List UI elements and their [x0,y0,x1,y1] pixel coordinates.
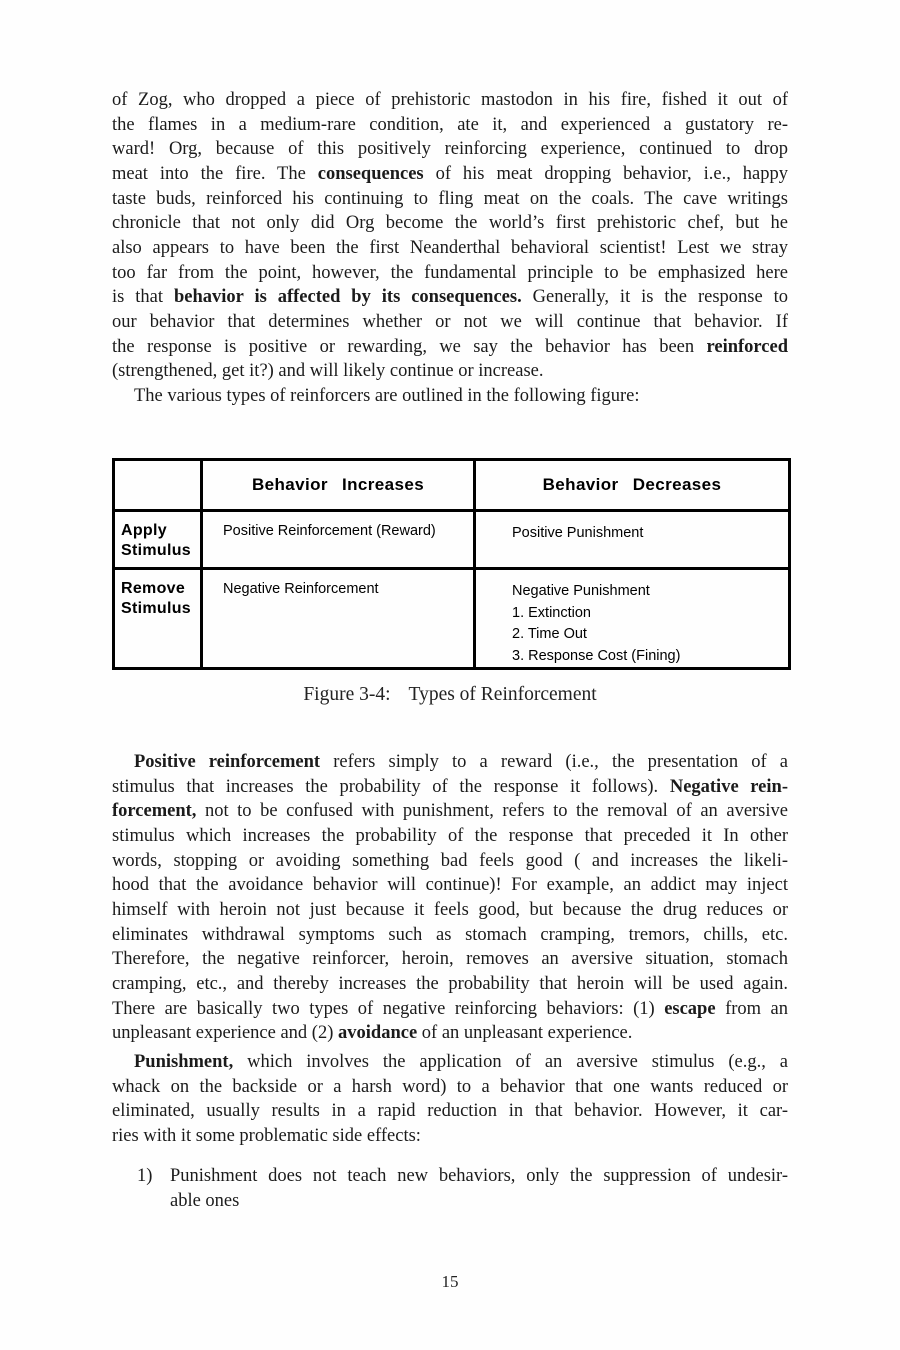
cell-negative-reinforcement: Negative Reinforcement [202,569,475,669]
figure-caption [0,684,900,706]
cell-line: 1. Extinction [512,604,591,621]
figure-caption-title: Types of Reinforcement [408,684,597,705]
page-number: 15 [441,1272,459,1291]
table-corner-cell [114,460,202,511]
figure-table [112,458,788,662]
paragraph-1: of Zog, who dropped a piece of prehistoric mastodon in his fire, fished it out of the flames in a medium-rare condition, ate it, and experienced a gustatory re- ward! Org, because of this positively reinforcing experience, continued to drop meat into the fire. The consequences of his meat dropping behavior, i.e., happy taste buds, reinforced his continuing to fling meat on the coals. The cave writings chronicle that not only did Org become the world’s first prehistoric chef, but he also appears to have been the first Neanderthal behavioral scientist! Lest we stray too far from the point, however, the fundamental principle to be emphasized here is that behavior is affected by its consequences. Generally, it is the response to our behavior that determines whether or not we will continue that behavior. If the response is positive or rewarding, we say the behavior has been reinforced (strengthened, get it?) and will likely continue or increase. The various types of reinforcers are outlined in the following figure: [112,90,788,406]
cell-line: Negative Punishment [512,583,650,599]
cell-positive-punishment [475,511,790,569]
cell-line: 2. Time Out [512,626,587,642]
column-header-behavior-decreases: Behavior Decreases [475,460,790,511]
row-label-remove-stimulus: Remove Stimulus [114,569,202,669]
list-item-text: Punishment does not teach new behaviors, only the suppression of undesir- able ones [170,1166,788,1211]
cell-line: 3. Response Cost (Fining) [512,647,681,664]
column-header-behavior-increases: Behavior Increases [202,460,475,511]
reinforcement-table [112,458,791,670]
figure-caption-label: Figure 3-4: [303,684,391,705]
cell-negative-punishment [475,569,790,669]
paragraph-2: Positive reinforcement refers simply to a reward (i.e., the presentation of a stimulus that increases the probability of the response it follows). Negative rein- forcement, not to be confused with punishment, refers to the removal of an aversive stimulus which increases the probability of the response that preceded it In other words, stopping or avoiding something bad feels good ( and increases the likeli- hood that the avoidance behavior will continue)! For example, an addict may inject himself with heroin not just because it feels good, but because the drug reduces or eliminates withdrawal symptoms such as stomach cramping, tremors, chills, etc. Therefore, the negative reinforcer, heroin, removes an aversive situation, stomach cramping, etc., and thereby increases the probability that heroin will be used again. There are basically two types of negative reinforcing behaviors: (1) escape from an unpleasant experience and (2) avoidance of an unpleasant experience. [112,752,788,1044]
paragraph-3: Punishment, which involves the application of an aversive stimulus (e.g., a whack on the backside or a harsh word) to a behavior that one wants reduced or eliminated, usually results in a rapid reduction in that behavior. However, it car- ries with it some problematic side effects: [112,1052,788,1146]
numbered-list-item-1 [137,1164,788,1213]
cell-line: Positive Punishment [512,525,644,541]
row-label-apply-stimulus: Apply Stimulus [114,511,202,569]
cell-positive-reinforcement: Positive Reinforcement (Reward) [202,511,475,569]
list-item-number: 1) [137,1166,153,1186]
